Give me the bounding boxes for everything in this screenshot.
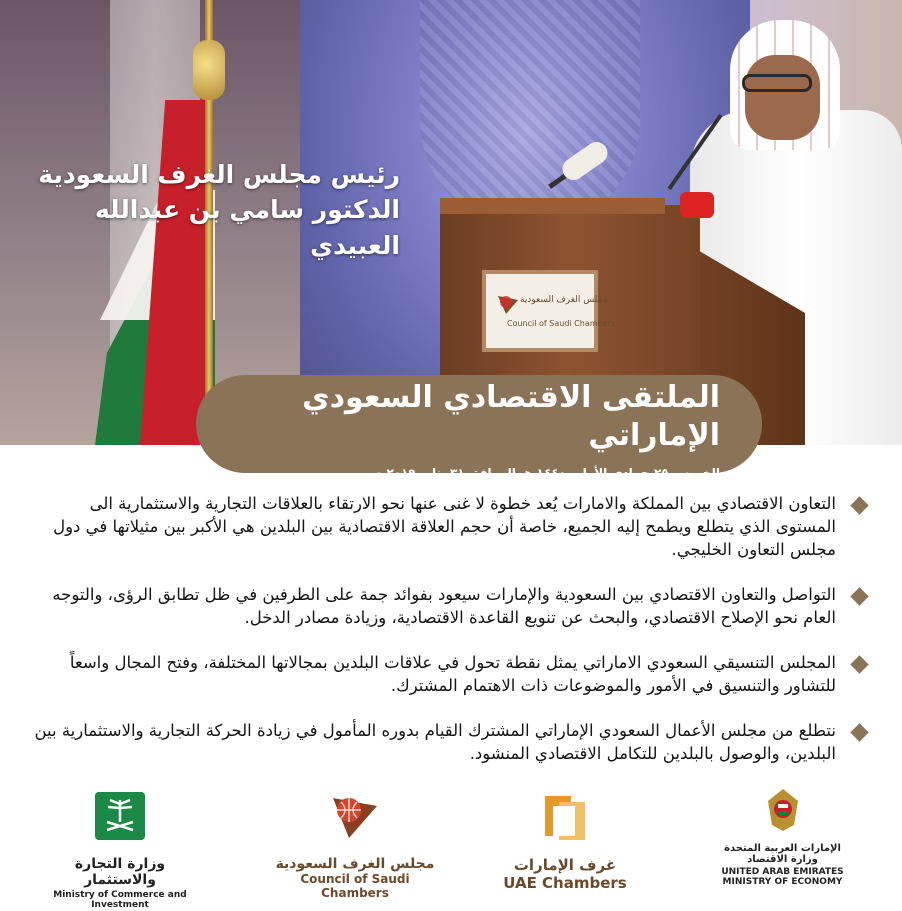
csc-name-english: Council of Saudi Chambers	[300, 872, 410, 900]
moe-country-english: UNITED ARAB EMIRATES	[721, 867, 844, 877]
event-title: الملتقى الاقتصادي السعودي الإماراتي	[302, 380, 720, 453]
podium-sign-arabic: مجلس الغرف السعودية	[520, 295, 609, 305]
list-item-text: المجلس التنسيقي السعودي الاماراتي يمثل نقطة تحول في علاقات البلدين بمجالاتها المختلفة، وفتح المجال واسعاً للتشاور والتنسيق في الأمور والموضوعات ذات الاهتمام المشترك.	[69, 653, 836, 695]
moe-ministry-arabic: وزارة الاقتصاد	[747, 854, 818, 865]
moe-ministry-english: MINISTRY OF ECONOMY	[722, 877, 843, 887]
podium-top	[440, 198, 665, 214]
speaker-face	[745, 55, 820, 140]
speaker-name: الدكتور سامي بن عبدالله العبيدي	[95, 195, 400, 260]
uae-chambers-mark-icon	[539, 792, 591, 844]
moe-logo	[710, 785, 855, 887]
list-item	[30, 583, 868, 629]
csc-logo	[270, 788, 440, 900]
list-item-text: نتطلع من مجلس الأعمال السعودي الإماراتي المشترك القيام بدوره المأمول في زيادة الحركة التجارية والاستثمارية بين البلدين، والوصول بالبلدين للتكامل الاقتصادي المنشود.	[34, 721, 836, 763]
uae-chambers-name-arabic: غرف الإمارات	[513, 856, 617, 874]
csc-name-arabic: مجلس الغرف السعودية	[275, 856, 435, 872]
tv-microphone-icon	[680, 192, 714, 218]
event-venue: فندق الرتز كارلتون - الرياض	[553, 482, 720, 496]
uae-emblem-icon	[758, 785, 808, 835]
flagpole-finial	[193, 40, 225, 100]
partner-logos	[0, 780, 902, 911]
key-points-list	[30, 492, 868, 787]
list-item	[30, 651, 868, 697]
moe-country-arabic: الإمارات العربية المتحدة	[724, 843, 841, 854]
speaker-caption	[30, 158, 400, 264]
list-item	[30, 492, 868, 561]
moci-name-english: Ministry of Commerce and Investment	[53, 890, 187, 910]
moci-logo	[40, 792, 200, 910]
csc-podium-logo-icon	[494, 290, 522, 318]
palm-swords-icon	[95, 792, 145, 840]
diamond-bullet-icon	[850, 587, 868, 605]
event-date: الخميس ٢٥ جمادى الأولى ١٤٤٠ هـ الموافق ٣١ يناير ٢٠١٩ م	[373, 466, 720, 480]
diamond-bullet-icon	[850, 655, 868, 673]
uae-chambers-name-english: UAE Chambers	[503, 874, 627, 892]
podium-sign-english: Council of Saudi Chambers	[507, 319, 615, 328]
speaker-title: رئيس مجلس الغرف السعودية	[38, 160, 400, 189]
list-item-text: التعاون الاقتصادي بين المملكة والامارات يُعد خطوة لا غنى عنها نحو الارتقاء بالعلاقات التجارية والاستثمارية الى المستوى الذي يتطلع ويطمح إليه الجميع، خاصة أن حجم العلاقة الاقتصادية بين البلدين هي الأكبر بين مثيلاتها في دول مجلس التعاون الخليجي.	[53, 494, 836, 559]
diamond-bullet-icon	[850, 723, 868, 741]
arch-pattern	[420, 0, 640, 230]
csc-globe-icon	[327, 788, 383, 844]
event-banner	[196, 375, 762, 496]
diamond-bullet-icon	[850, 496, 868, 514]
moci-name-arabic: وزارة التجارة والاستثمار	[74, 856, 166, 888]
list-item-text: التواصل والتعاون الاقتصادي بين السعودية والإمارات سيعود بفوائد جمة على الطرفين في ظل تطابق الرؤى، والتوجه العام نحو الإصلاح الاقتصادي، والبحث عن تنويع القاعدة الاقتصادية، وزيادة مصادر الدخل.	[52, 585, 836, 627]
list-item	[30, 719, 868, 765]
speaker-glasses	[742, 74, 812, 92]
uae-chambers-logo	[495, 792, 635, 892]
